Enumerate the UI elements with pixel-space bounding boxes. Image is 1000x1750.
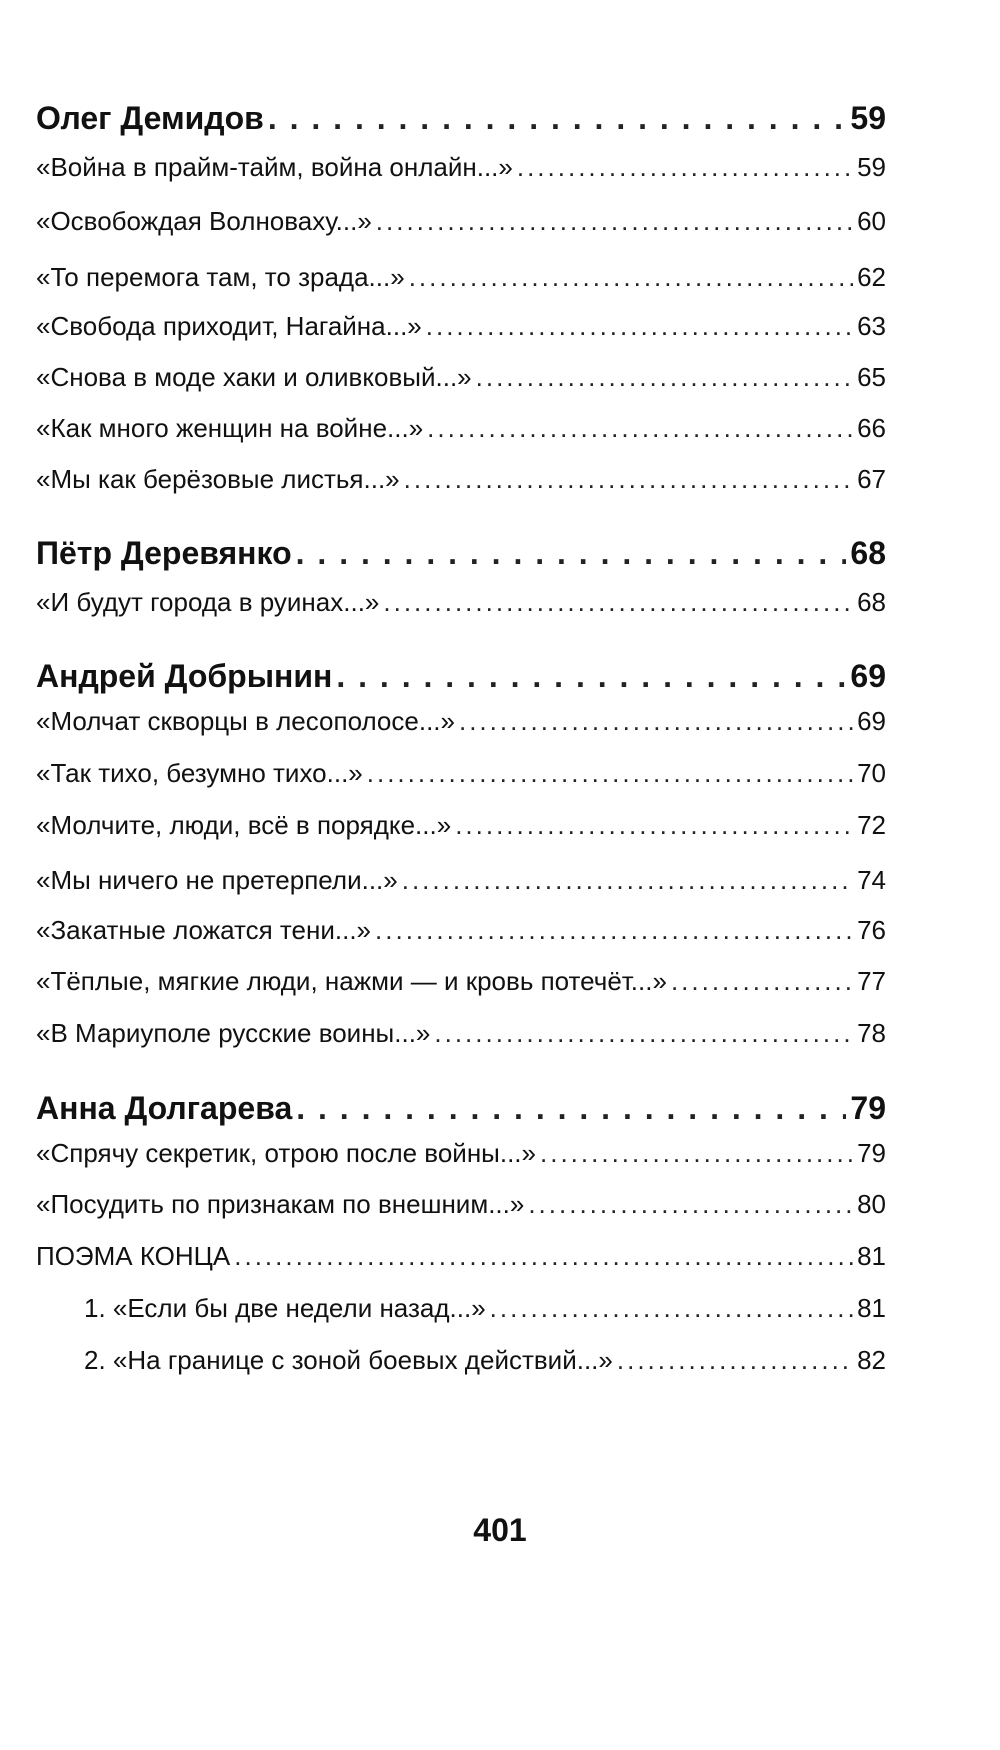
- dot-leader: [528, 1189, 853, 1220]
- poem-page-number: 72: [857, 810, 886, 840]
- author-page-number: 69: [850, 658, 886, 694]
- toc-entry-row: [36, 262, 886, 293]
- poem-page-number: 76: [857, 915, 886, 945]
- dot-leader: [540, 1138, 853, 1169]
- poem-title: «В Мариуполе русские воины...»: [36, 1018, 431, 1048]
- author-page-number: 79: [850, 1090, 886, 1126]
- poem-page-number: 60: [857, 206, 886, 236]
- dot-leader: [617, 1345, 853, 1376]
- author-name: Анна Долгарева: [36, 1090, 293, 1126]
- toc-entry-row: [36, 413, 886, 444]
- poem-page-number: 68: [857, 587, 886, 617]
- dot-leader: [427, 413, 853, 444]
- poem-page-number: 65: [857, 362, 886, 392]
- poem-title: 2. «На границе с зоной боевых действий...»: [84, 1345, 613, 1375]
- poem-title: «Свобода приходит, Нагайна...»: [36, 311, 422, 341]
- toc-subentry-row: [84, 1293, 886, 1324]
- poem-title: «Как много женщин на войне...»: [36, 413, 424, 443]
- poem-page-number: 69: [857, 706, 886, 736]
- poem-title: «Молчите, люди, всё в порядке...»: [36, 810, 452, 840]
- toc-entry-row: [36, 152, 886, 183]
- dot-leader: [455, 810, 853, 841]
- toc-entry-row: [36, 1189, 886, 1220]
- toc-entry-row: [36, 311, 886, 342]
- author-name: Пётр Деревянко: [36, 535, 292, 571]
- poem-page-number: 78: [857, 1018, 886, 1048]
- dot-leader: [296, 1090, 846, 1127]
- poem-title: 1. «Если бы две недели назад...»: [84, 1293, 486, 1323]
- poem-page-number: 59: [857, 152, 886, 182]
- poem-page-number: 66: [857, 413, 886, 443]
- toc-entry-row: [36, 206, 886, 237]
- poem-title: «Мы как берёзовые листья...»: [36, 464, 400, 494]
- poem-page-number: 80: [857, 1189, 886, 1219]
- poem-title: «Так тихо, безумно тихо...»: [36, 758, 363, 788]
- poem-page-number: 70: [857, 758, 886, 788]
- poem-title: ПОЭМА КОНЦА: [36, 1241, 231, 1271]
- dot-leader: [402, 865, 853, 896]
- dot-leader: [404, 464, 853, 495]
- toc-entry-row: [36, 810, 886, 841]
- poem-title: «Война в прайм-тайм, война онлайн...»: [36, 152, 513, 182]
- poem-title: «Закатные ложатся тени...»: [36, 915, 372, 945]
- toc-entry-row: [36, 362, 886, 393]
- poem-title: «Освобождая Волноваху...»: [36, 206, 372, 236]
- dot-leader: [409, 262, 853, 293]
- poem-page-number: 62: [857, 262, 886, 292]
- dot-leader: [476, 362, 853, 393]
- toc-entry-row: [36, 587, 886, 618]
- poem-title: «Посудить по признакам по внешним...»: [36, 1189, 525, 1219]
- toc-author-row: [36, 1090, 886, 1127]
- page-number: 401: [473, 1512, 527, 1548]
- dot-leader: [296, 535, 847, 572]
- dot-leader: [367, 758, 853, 789]
- author-name: Андрей Добрынин: [36, 658, 333, 694]
- toc-entry-row: [36, 915, 886, 946]
- poem-page-number: 67: [857, 464, 886, 494]
- toc-author-row: [36, 535, 886, 572]
- poem-title: «Мы ничего не претерпели...»: [36, 865, 398, 895]
- poem-page-number: 81: [857, 1241, 886, 1271]
- toc-entry-row: [36, 758, 886, 789]
- dot-leader: [517, 152, 853, 183]
- dot-leader: [234, 1241, 853, 1272]
- poem-title: «То перемога там, то зрада...»: [36, 262, 405, 292]
- dot-leader: [383, 587, 853, 618]
- poem-page-number: 79: [857, 1138, 886, 1168]
- poem-title: «Спрячу секретик, отрою после войны...»: [36, 1138, 536, 1168]
- poem-page-number: 63: [857, 311, 886, 341]
- dot-leader: [376, 206, 853, 237]
- poem-title: «Молчат скворцы в лесополосе...»: [36, 706, 455, 736]
- author-page-number: 59: [850, 100, 886, 136]
- toc-author-row: [36, 100, 886, 137]
- dot-leader: [671, 966, 853, 997]
- toc-entry-row: [36, 1138, 886, 1169]
- poem-page-number: 81: [857, 1293, 886, 1323]
- toc-entry-row: [36, 1241, 886, 1272]
- poem-page-number: 82: [857, 1345, 886, 1375]
- toc-entry-row: [36, 706, 886, 737]
- toc-subentry-row: [84, 1345, 886, 1376]
- toc-entry-row: [36, 1018, 886, 1049]
- toc-entry-row: [36, 966, 886, 997]
- poem-title: «Снова в моде хаки и оливковый...»: [36, 362, 472, 392]
- author-page-number: 68: [850, 535, 886, 571]
- dot-leader: [336, 658, 846, 695]
- toc-entry-row: [36, 464, 886, 495]
- toc-author-row: [36, 658, 886, 695]
- poem-page-number: 77: [857, 966, 886, 996]
- dot-leader: [490, 1293, 853, 1324]
- author-name: Олег Демидов: [36, 100, 264, 136]
- dot-leader: [375, 915, 853, 946]
- toc-entry-row: [36, 865, 886, 896]
- dot-leader: [426, 311, 853, 342]
- dot-leader: [268, 100, 847, 137]
- poem-title: «И будут города в руинах...»: [36, 587, 380, 617]
- dot-leader: [459, 706, 853, 737]
- poem-page-number: 74: [857, 865, 886, 895]
- poem-title: «Тёплые, мягкие люди, нажми — и кровь потечёт...»: [36, 966, 667, 996]
- dot-leader: [434, 1018, 853, 1049]
